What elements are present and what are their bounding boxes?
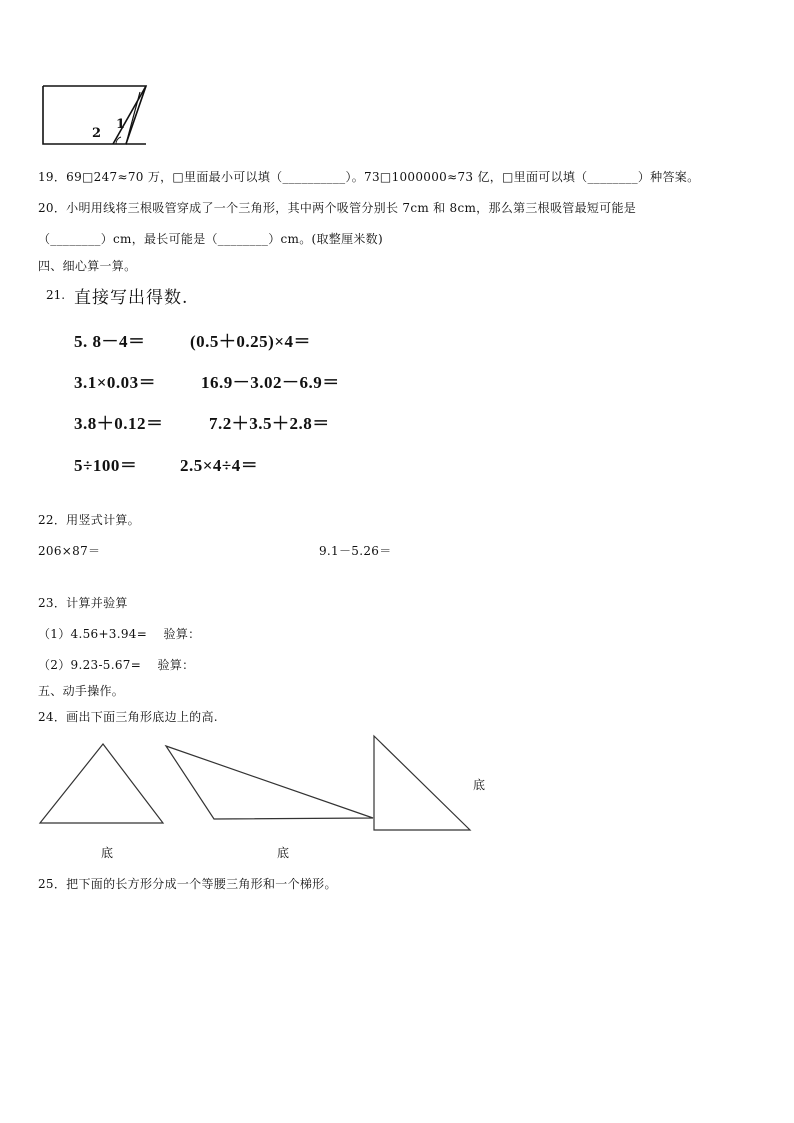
angle-label-1: 1 [116,117,126,132]
question-20-line1: 20．小明用线将三根吸管穿成了一个三角形，其中两个吸管分别长 7cm 和 8cm，那么第三根吸管最短可能是 [38,201,637,215]
triangle-2-base-label: 底 [277,846,290,860]
q21-row4-right: 2.5×4÷4＝ [180,456,259,475]
q21-row3-left: 3.8＋0.12＝ [74,414,164,433]
triangle-3 [374,736,470,830]
question-21-number: 21. [46,288,66,302]
triangle-2 [166,746,373,819]
question-22-title: 22．用竖式计算。 [38,513,140,527]
question-19: 19．69□247≈70 万，□里面最小可以填（__________）。73□1000000≈73 亿，□里面可以填（________）种答案。 [38,170,700,184]
q21-row1-left: 5. 8－4＝ [74,332,146,351]
question-22-right: 9.1－5.26＝ [319,544,392,558]
question-23-item2: （2）9.23-5.67= 验算： [38,658,195,672]
question-20-line2: （________）cm，最长可能是（________）cm。(取整厘米数) [38,232,383,246]
question-25-title: 25．把下面的长方形分成一个等腰三角形和一个梯形。 [38,877,337,891]
question-21-title: 直接写出得数. [74,288,189,308]
q21-row4-left: 5÷100＝ [74,456,138,475]
triangle-1-base-label: 底 [101,846,114,860]
question-23-title: 23．计算并验算 [38,596,128,610]
q21-row3-right: 7.2＋3.5＋2.8＝ [209,414,330,433]
triangle-1 [40,744,163,823]
angle-label-2: 2 [92,126,102,141]
q21-row2-right: 16.9－3.02－6.9＝ [201,373,340,392]
question-23-item1: （1）4.56+3.94= 验算： [38,627,201,641]
q21-row2-left: 3.1×0.03＝ [74,373,157,392]
q21-row1-right: (0.5＋0.25)×4＝ [190,332,312,351]
section-4-title: 四、细心算一算。 [38,259,137,273]
question-22-left: 206×87＝ [38,544,101,558]
section-5-title: 五、动手操作。 [38,684,125,698]
triangle-3-base-label: 底 [473,778,486,792]
question-24-title: 24．画出下面三角形底边上的高. [38,710,218,724]
